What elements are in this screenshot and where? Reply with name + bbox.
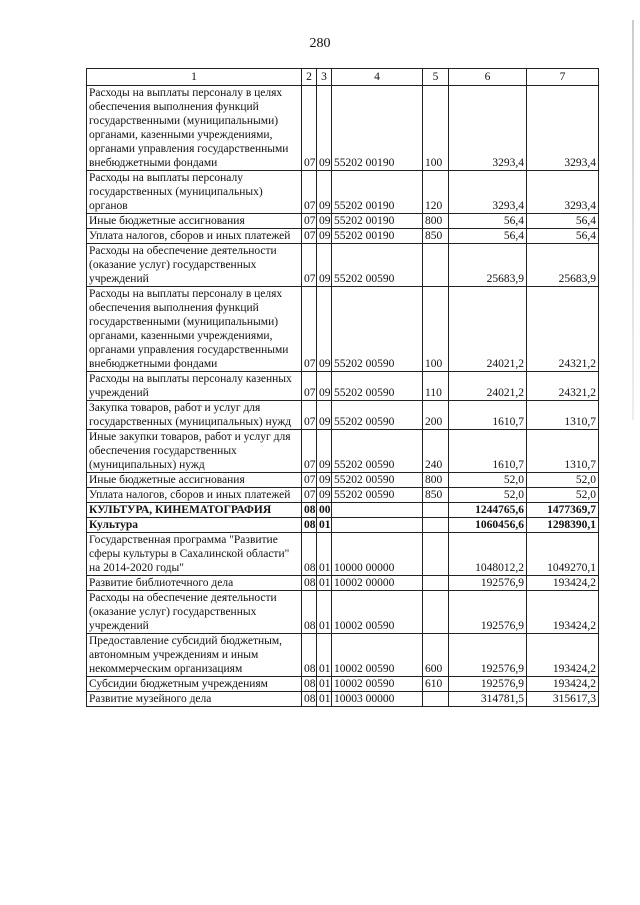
amount-year2-cell: 193424,2 bbox=[527, 591, 599, 634]
target-article-code-cell: 55202 00190 bbox=[332, 214, 423, 229]
amount-year2-cell: 193424,2 bbox=[527, 677, 599, 692]
target-article-code-cell: 55202 00590 bbox=[332, 244, 423, 287]
section-code-cell: 07 bbox=[302, 244, 317, 287]
expense-type-code-cell: 110 bbox=[423, 372, 449, 401]
subsection-code-cell: 09 bbox=[317, 488, 332, 503]
table-row bbox=[87, 518, 599, 533]
row-description-cell: КУЛЬТУРА, КИНЕМАТОГРАФИЯ bbox=[87, 503, 302, 518]
subsection-code-cell: 09 bbox=[317, 473, 332, 488]
amount-year2-cell: 52,0 bbox=[527, 473, 599, 488]
row-description-cell: Развитие библиотечного дела bbox=[87, 576, 302, 591]
amount-year1-cell: 1610,7 bbox=[449, 401, 527, 430]
section-code-cell: 07 bbox=[302, 488, 317, 503]
row-description-cell: Уплата налогов, сборов и иных платежей bbox=[87, 229, 302, 244]
expense-type-code-cell: 100 bbox=[423, 86, 449, 171]
amount-year2-cell: 3293,4 bbox=[527, 86, 599, 171]
section-code-cell: 08 bbox=[302, 692, 317, 707]
amount-year1-cell: 1060456,6 bbox=[449, 518, 527, 533]
section-code-cell: 07 bbox=[302, 287, 317, 372]
target-article-code-cell: 10002 00590 bbox=[332, 677, 423, 692]
amount-year2-cell: 1049270,1 bbox=[527, 533, 599, 576]
amount-year2-cell: 25683,9 bbox=[527, 244, 599, 287]
row-description-cell: Расходы на обеспечение деятельности (оказание услуг) государственных учреждений bbox=[87, 591, 302, 634]
expense-type-code-cell bbox=[423, 692, 449, 707]
amount-year2-cell: 1298390,1 bbox=[527, 518, 599, 533]
section-code-cell: 08 bbox=[302, 518, 317, 533]
section-code-cell: 08 bbox=[302, 634, 317, 677]
header-cell: 4 bbox=[332, 69, 423, 86]
row-description-cell: Уплата налогов, сборов и иных платежей bbox=[87, 488, 302, 503]
amount-year1-cell: 52,0 bbox=[449, 488, 527, 503]
table-row bbox=[87, 576, 599, 591]
subsection-code-cell: 09 bbox=[317, 86, 332, 171]
section-code-cell: 07 bbox=[302, 401, 317, 430]
table-row bbox=[87, 692, 599, 707]
expense-type-code-cell bbox=[423, 576, 449, 591]
amount-year1-cell: 3293,4 bbox=[449, 86, 527, 171]
expense-type-code-cell: 600 bbox=[423, 634, 449, 677]
subsection-code-cell: 01 bbox=[317, 576, 332, 591]
target-article-code-cell: 55202 00590 bbox=[332, 473, 423, 488]
section-code-cell: 07 bbox=[302, 171, 317, 214]
expense-type-code-cell: 610 bbox=[423, 677, 449, 692]
table-body bbox=[87, 86, 599, 707]
table-row bbox=[87, 503, 599, 518]
row-description-cell: Иные бюджетные ассигнования bbox=[87, 214, 302, 229]
amount-year1-cell: 25683,9 bbox=[449, 244, 527, 287]
expense-type-code-cell bbox=[423, 591, 449, 634]
row-description-cell: Предоставление субсидий бюджетным, автономным учреждениям и иным некоммерческим организациям bbox=[87, 634, 302, 677]
table-row bbox=[87, 401, 599, 430]
expense-type-code-cell: 850 bbox=[423, 229, 449, 244]
subsection-code-cell: 09 bbox=[317, 287, 332, 372]
table-row bbox=[87, 473, 599, 488]
amount-year1-cell: 192576,9 bbox=[449, 634, 527, 677]
section-code-cell: 08 bbox=[302, 591, 317, 634]
target-article-code-cell bbox=[332, 518, 423, 533]
expense-type-code-cell bbox=[423, 533, 449, 576]
row-description-cell: Государственная программа "Развитие сферы культуры в Сахалинской области" на 2014-2020 годы" bbox=[87, 533, 302, 576]
table-row bbox=[87, 86, 599, 171]
amount-year2-cell: 1477369,7 bbox=[527, 503, 599, 518]
amount-year2-cell: 56,4 bbox=[527, 214, 599, 229]
target-article-code-cell: 10000 00000 bbox=[332, 533, 423, 576]
amount-year2-cell: 3293,4 bbox=[527, 171, 599, 214]
header-cell: 6 bbox=[449, 69, 527, 86]
amount-year1-cell: 56,4 bbox=[449, 229, 527, 244]
row-description-cell: Расходы на выплаты персоналу государственных (муниципальных) органов bbox=[87, 171, 302, 214]
subsection-code-cell: 01 bbox=[317, 533, 332, 576]
expense-type-code-cell bbox=[423, 244, 449, 287]
amount-year2-cell: 24321,2 bbox=[527, 287, 599, 372]
amount-year1-cell: 192576,9 bbox=[449, 677, 527, 692]
subsection-code-cell: 00 bbox=[317, 503, 332, 518]
expense-type-code-cell: 800 bbox=[423, 473, 449, 488]
target-article-code-cell: 55202 00590 bbox=[332, 430, 423, 473]
row-description-cell: Культура bbox=[87, 518, 302, 533]
subsection-code-cell: 01 bbox=[317, 518, 332, 533]
amount-year1-cell: 24021,2 bbox=[449, 287, 527, 372]
row-description-cell: Иные закупки товаров, работ и услуг для обеспечения государственных (муниципальных) нужд bbox=[87, 430, 302, 473]
expense-type-code-cell: 800 bbox=[423, 214, 449, 229]
table-row bbox=[87, 372, 599, 401]
subsection-code-cell: 09 bbox=[317, 244, 332, 287]
subsection-code-cell: 01 bbox=[317, 677, 332, 692]
section-code-cell: 07 bbox=[302, 229, 317, 244]
header-cell: 5 bbox=[423, 69, 449, 86]
amount-year1-cell: 192576,9 bbox=[449, 591, 527, 634]
target-article-code-cell: 10002 00000 bbox=[332, 576, 423, 591]
amount-year2-cell: 1310,7 bbox=[527, 401, 599, 430]
row-description-cell: Расходы на выплаты персоналу в целях обеспечения выполнения функций государственными (муниципальными) органами, казенными учреждениями, органами управления государственными внебюджетными фондами bbox=[87, 86, 302, 171]
target-article-code-cell: 55202 00590 bbox=[332, 372, 423, 401]
row-description-cell: Субсидии бюджетным учреждениям bbox=[87, 677, 302, 692]
table-row bbox=[87, 214, 599, 229]
target-article-code-cell: 55202 00590 bbox=[332, 401, 423, 430]
table-row bbox=[87, 229, 599, 244]
amount-year2-cell: 193424,2 bbox=[527, 576, 599, 591]
amount-year2-cell: 52,0 bbox=[527, 488, 599, 503]
expense-type-code-cell bbox=[423, 503, 449, 518]
section-code-cell: 07 bbox=[302, 430, 317, 473]
target-article-code-cell: 10003 00000 bbox=[332, 692, 423, 707]
table-row bbox=[87, 533, 599, 576]
amount-year1-cell: 56,4 bbox=[449, 214, 527, 229]
expense-type-code-cell: 200 bbox=[423, 401, 449, 430]
amount-year1-cell: 314781,5 bbox=[449, 692, 527, 707]
expense-type-code-cell: 240 bbox=[423, 430, 449, 473]
amount-year2-cell: 56,4 bbox=[527, 229, 599, 244]
amount-year2-cell: 24321,2 bbox=[527, 372, 599, 401]
header-cell: 2 bbox=[302, 69, 317, 86]
header-cell: 1 bbox=[87, 69, 302, 86]
subsection-code-cell: 09 bbox=[317, 171, 332, 214]
subsection-code-cell: 01 bbox=[317, 634, 332, 677]
subsection-code-cell: 09 bbox=[317, 372, 332, 401]
section-code-cell: 08 bbox=[302, 677, 317, 692]
target-article-code-cell: 55202 00590 bbox=[332, 488, 423, 503]
row-description-cell: Закупка товаров, работ и услуг для государственных (муниципальных) нужд bbox=[87, 401, 302, 430]
subsection-code-cell: 09 bbox=[317, 401, 332, 430]
subsection-code-cell: 01 bbox=[317, 591, 332, 634]
amount-year2-cell: 193424,2 bbox=[527, 634, 599, 677]
table-row bbox=[87, 171, 599, 214]
table-row bbox=[87, 634, 599, 677]
table-row bbox=[87, 244, 599, 287]
amount-year1-cell: 1048012,2 bbox=[449, 533, 527, 576]
table-row bbox=[87, 430, 599, 473]
expense-type-code-cell: 850 bbox=[423, 488, 449, 503]
amount-year1-cell: 192576,9 bbox=[449, 576, 527, 591]
amount-year1-cell: 3293,4 bbox=[449, 171, 527, 214]
amount-year2-cell: 315617,3 bbox=[527, 692, 599, 707]
section-code-cell: 07 bbox=[302, 372, 317, 401]
row-description-cell: Расходы на обеспечение деятельности (оказание услуг) государственных учреждений bbox=[87, 244, 302, 287]
row-description-cell: Расходы на выплаты персоналу в целях обеспечения выполнения функций государственными (муниципальными) органами, казенными учреждениями, органами управления государственными внебюджетными фондами bbox=[87, 287, 302, 372]
amount-year1-cell: 24021,2 bbox=[449, 372, 527, 401]
header-row bbox=[87, 69, 599, 86]
row-description-cell: Развитие музейного дела bbox=[87, 692, 302, 707]
target-article-code-cell: 10002 00590 bbox=[332, 591, 423, 634]
row-description-cell: Расходы на выплаты персоналу казенных учреждений bbox=[87, 372, 302, 401]
subsection-code-cell: 09 bbox=[317, 229, 332, 244]
section-code-cell: 08 bbox=[302, 533, 317, 576]
target-article-code-cell: 55202 00190 bbox=[332, 171, 423, 214]
table-row bbox=[87, 677, 599, 692]
header-cell: 7 bbox=[527, 69, 599, 86]
header-cell: 3 bbox=[317, 69, 332, 86]
table-row bbox=[87, 591, 599, 634]
target-article-code-cell: 55202 00190 bbox=[332, 86, 423, 171]
target-article-code-cell: 55202 00590 bbox=[332, 287, 423, 372]
target-article-code-cell: 10002 00590 bbox=[332, 634, 423, 677]
section-code-cell: 08 bbox=[302, 576, 317, 591]
subsection-code-cell: 09 bbox=[317, 214, 332, 229]
section-code-cell: 07 bbox=[302, 86, 317, 171]
table-row bbox=[87, 287, 599, 372]
expense-type-code-cell: 120 bbox=[423, 171, 449, 214]
row-description-cell: Иные бюджетные ассигнования bbox=[87, 473, 302, 488]
table-row bbox=[87, 488, 599, 503]
page-number: 280 bbox=[309, 36, 331, 51]
subsection-code-cell: 01 bbox=[317, 692, 332, 707]
target-article-code-cell bbox=[332, 503, 423, 518]
amount-year1-cell: 1244765,6 bbox=[449, 503, 527, 518]
amount-year1-cell: 1610,7 bbox=[449, 430, 527, 473]
section-code-cell: 08 bbox=[302, 503, 317, 518]
section-code-cell: 07 bbox=[302, 473, 317, 488]
page-edge-shadow bbox=[632, 20, 634, 420]
expense-type-code-cell: 100 bbox=[423, 287, 449, 372]
section-code-cell: 07 bbox=[302, 214, 317, 229]
expense-type-code-cell bbox=[423, 518, 449, 533]
amount-year1-cell: 52,0 bbox=[449, 473, 527, 488]
target-article-code-cell: 55202 00190 bbox=[332, 229, 423, 244]
amount-year2-cell: 1310,7 bbox=[527, 430, 599, 473]
subsection-code-cell: 09 bbox=[317, 430, 332, 473]
budget-table bbox=[86, 68, 599, 707]
